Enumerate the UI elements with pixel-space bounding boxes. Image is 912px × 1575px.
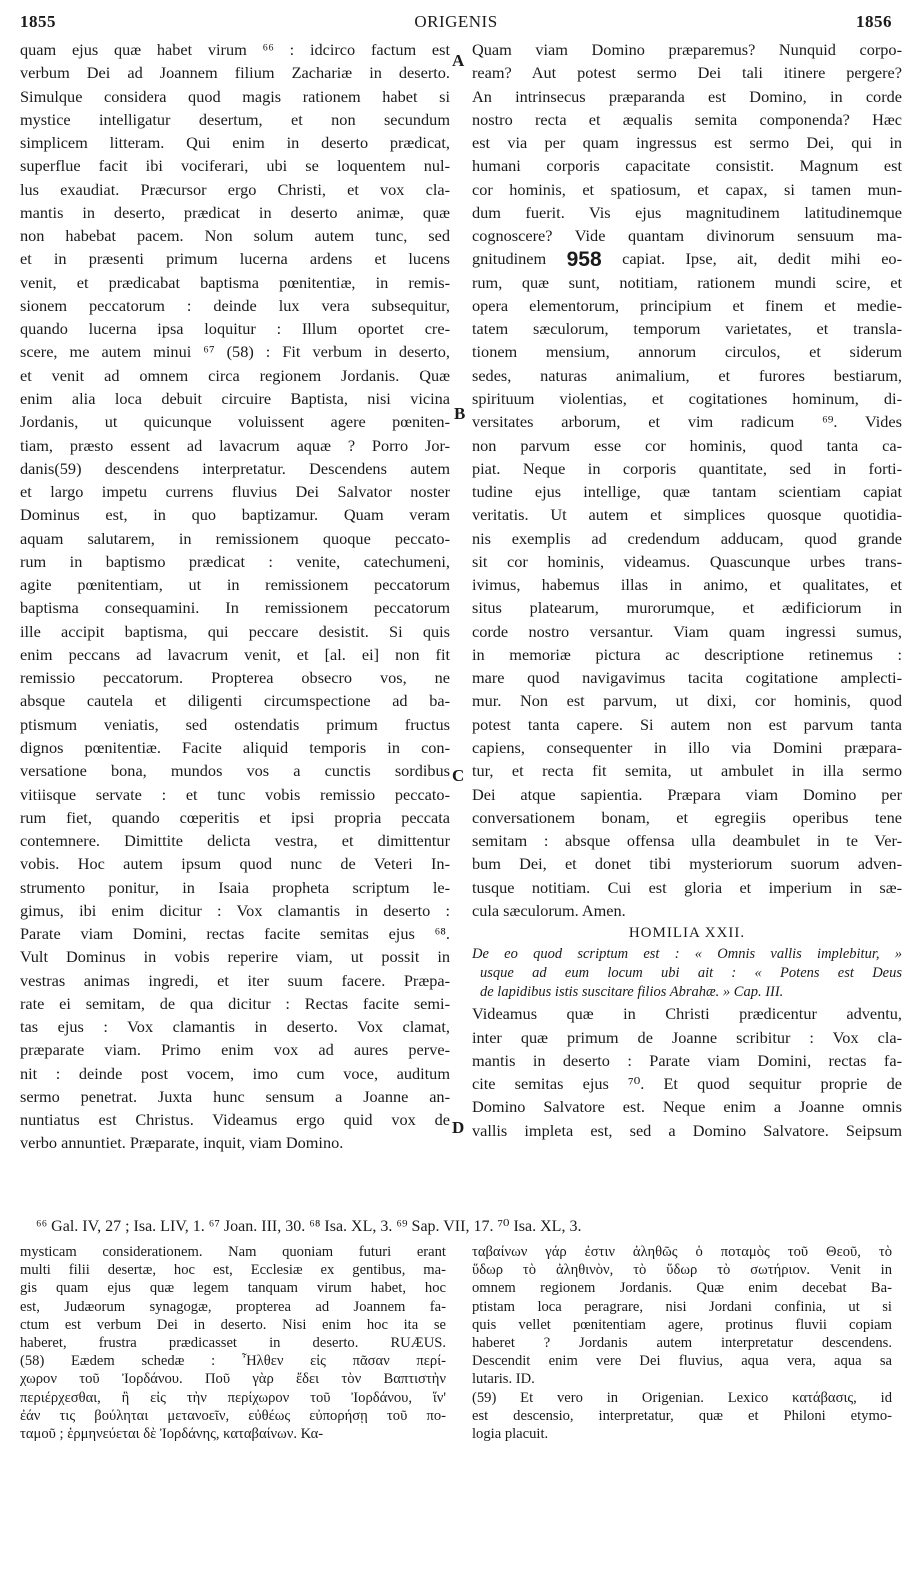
text-line: vallis impleta est, sed a Domino Salvatore. Seipsum: [472, 1120, 902, 1140]
note-line: gis quam ejus quæ legem tanquam virum habet, hoc: [20, 1280, 446, 1297]
text-line: et in præsenti primum lucerna ardens et lucens: [20, 249, 450, 269]
text-fragment: capiat. Ipse, ait, dedit mihi eo-: [601, 249, 902, 269]
text-line: enim alia loca debuit circuire Baptista, nisi vicina: [20, 388, 450, 408]
page-number-right: 1856: [856, 12, 892, 31]
text-line: tatem sæculorum, temporum varietates, et transla-: [472, 319, 902, 339]
text-line: piat. Neque in corporis quantitate, sed in forti-: [472, 458, 902, 478]
text-fragment: gnitudinem: [472, 249, 567, 269]
note-line: ταβαίνων γάρ ἐστιν ἀληθῶς ὁ ποταμὸς τοῦ Θεοῦ, τὸ: [472, 1244, 892, 1260]
text-line-with-column-number: [472, 247, 902, 270]
text-line: sionem peccatorum : deinde lux vera subsequitur,: [20, 295, 450, 315]
text-line: ille accipit baptisma, qui peccare desistit. Si quis: [20, 621, 450, 641]
note-line: omnem regionem Jordanis. Quæ enim decebat Ba-: [472, 1280, 892, 1297]
text-line: cor hominis, et spatiosum, et capax, si tamen mun-: [472, 179, 902, 199]
note-line: (59) Et vero in Origenian. Lexico κατάβασις, id: [472, 1389, 892, 1406]
text-line: aquam salutarem, in remissionem quoque peccato-: [20, 528, 450, 548]
text-line: tionem mensium, annorum circulos, et siderum: [472, 342, 902, 362]
homily-title: HOMILIA XXII.: [628, 925, 746, 942]
note-line: ctum est verbum Dei in deserto. Nisi enim hoc ita se: [20, 1316, 446, 1333]
scripture-footnotes: ⁶⁶ Gal. IV, 27 ; Isa. LIV, 1. ⁶⁷ Joan. III, 30. ⁶⁸ Isa. XL, 3. ⁶⁹ Sap. VII, 17. ⁷⁰ Isa. XL, 3.: [36, 1218, 582, 1235]
text-line: rate ei semitam, de qua dicitur : Rectas facite semi-: [20, 993, 450, 1013]
text-line: agite pœnitentiam, ut in remissionem peccatorum: [20, 575, 450, 595]
text-line: rum, quæ sunt, notitiam, rationem mundi scire, et: [472, 272, 902, 292]
text-line: Dei atque sapientia. Præpara viam Domino per: [472, 784, 902, 804]
text-line: Simulque considera quod magis rationem habet si: [20, 86, 450, 106]
text-line: Videamus quæ in Christi prædicentur adventu,: [472, 1004, 902, 1024]
homily-subtitle-line: de lapidibus istis suscitare filios Abrahæ. » Cap. III.: [480, 984, 784, 1001]
text-line: tiam, præsto essent ad lavacrum aquæ ? Porro Jor-: [20, 435, 450, 455]
note-line: multi filii desertæ, hoc est, Ecclesiæ ex gentibus, ma-: [20, 1262, 446, 1279]
text-line: inter quæ primum de Joanne scribitur : Vox cla-: [472, 1027, 902, 1047]
text-line: superflue facit ibi vociferari, ubi se loquentem nul-: [20, 156, 450, 176]
text-line: non habebat pacem. Non solum autem tunc, sed: [20, 226, 450, 246]
text-line: cula sæculorum. Amen.: [472, 900, 626, 920]
editor-notes-right: [472, 1243, 892, 1443]
text-line: opera elementorum, principium et finem et medie-: [472, 295, 902, 315]
margin-letter-b: B: [454, 404, 466, 423]
note-line: ὕδωρ τὸ ἀληθινὸν, τὸ ὕδωρ τὸ σωτήριον. Venit in: [472, 1262, 892, 1279]
page-number-left: 1855: [20, 12, 56, 31]
text-line: dignos pœnitentiæ. Facite aliquid temporis in con-: [20, 737, 450, 757]
text-line: simplicem litteram. Qui enim in deserto prædicat,: [20, 133, 450, 153]
text-line: nis exemplis ad credendum adducam, quod grande: [472, 528, 902, 548]
text-line: humani corporis capacitate consistit. Magnum est: [472, 156, 902, 176]
text-line: ivimus, habemus illas in animo, et qualitates, et: [472, 575, 902, 595]
text-line: capiens, consequenter in illo via Domini præpara-: [472, 737, 902, 757]
note-line: ptistam loca peragrare, nisi Jordani confinia, ut si: [472, 1298, 892, 1315]
text-line: Quam viam Domino præparemus? Nunquid corpo-: [472, 40, 902, 59]
homily-subtitle-line: De eo quod scriptum est : « Omnis vallis implebitur, »: [472, 946, 902, 963]
editor-notes-left: [20, 1243, 446, 1443]
margin-letter-d: D: [452, 1118, 465, 1137]
text-line: est via per quam ingressus est sermo Dei, qui in: [472, 133, 902, 153]
text-line: cognoscere? Vide quantam divinorum sensuum ma-: [472, 226, 902, 246]
text-line: strumento ponitur, in Isaia propheta scriptum le-: [20, 877, 450, 897]
running-title: ORIGENIS: [414, 12, 498, 31]
text-line: mantis in deserto, prædicat in deserto animæ, quæ: [20, 202, 450, 222]
text-line: et largo impetu currens fluvius Dei Salvator noster: [20, 482, 450, 502]
text-line: vestras animas ingredi, et iter suum facere. Præpa-: [20, 970, 450, 990]
note-line: χωρον τοῦ Ἰορδάνου. Ποῦ γὰρ ἔδει τὸν Βαπτιστὴν: [20, 1371, 446, 1388]
text-line: bum Dei, et donet tibi mysteriorum suorum adven-: [472, 854, 902, 874]
text-line: Domino Salvatore est. Neque enim a Joanne omnis: [472, 1097, 902, 1117]
text-line: mystice intelligatur desertum, et non secundum: [20, 109, 450, 129]
text-line: An intrinsecus præparanda est Domino, in corde: [472, 86, 902, 106]
text-line: ptismum veniatis, sed ostendatis primum fructus: [20, 714, 450, 734]
text-line: contemnere. Dimittite delicta vestra, et dimittentur: [20, 831, 450, 851]
text-line: vitiisque servate : et tunc vobis remissio peccato-: [20, 784, 450, 804]
text-line: vobis. Hoc autem ipsum quod nunc de Veteri In-: [20, 854, 450, 874]
text-line: sedes, naturas animalium, et furores bestiarum,: [472, 365, 902, 385]
margin-letter-c: C: [452, 766, 465, 785]
text-line: Parate viam Domini, rectas facite semitas ejus ⁶⁸.: [20, 924, 450, 944]
note-line: περιέρχεσθαι, ἢ εἰς τὴν περίχωρον τοῦ Ἰορδάνου, ἵν': [20, 1389, 446, 1406]
text-line: potest tanta capere. Si autem non est parvum tanta: [472, 714, 902, 734]
text-line: nuntiatus est Christus. Videamus ergo quid vox de: [20, 1110, 450, 1130]
note-line: ταμοῦ ; ἑρμηνεύεται δὲ Ἰορδάνης, καταβαίνων. Κα-: [20, 1425, 324, 1442]
text-line: in memoriæ pictura ac descriptione retinemus :: [472, 644, 902, 664]
note-line: est, Judæorum synagogæ, propterea ad Joannem fa-: [20, 1298, 446, 1315]
homily-subtitle-line: usque ad eum locum ubi ait : « Potens est Deus: [480, 965, 902, 982]
note-line: lutaris. ID.: [472, 1371, 535, 1388]
text-line: venit, et prædicabat baptisma pœnitentiæ, in remis-: [20, 272, 450, 292]
text-line: absque cautela et diligenti circumspectione ad ba-: [20, 691, 450, 711]
text-line: mantis in deserto : Parate viam Domini, rectas fa-: [472, 1050, 902, 1070]
text-line: cite semitas ejus ⁷⁰. Et quod sequitur proprie de: [472, 1074, 902, 1094]
text-line: nostro recta et æqualis semita componenda? Hæc: [472, 109, 902, 129]
text-line: gimus, ibi enim dicitur : Vox clamantis in deserto :: [20, 900, 450, 920]
text-line: veritatis. Ut autem et simplices quosque quotidia-: [472, 505, 902, 525]
note-line: quis vellet pœnitentiam agere, protinus fluvii copiam: [472, 1316, 892, 1333]
note-line: ἐάν τις βούληται μετανοεῖν, εὐθέως εὐπορήσῃ τοῦ πο-: [20, 1407, 446, 1424]
text-line: quando lucerna ipsa loquitur : Illum oportet cre-: [20, 319, 450, 339]
running-header: [20, 12, 892, 36]
text-line: et venit ad omnem circa regionem Jordanis. Quæ: [20, 365, 450, 385]
text-line: nit : deinde post vocem, imo cum voce, auditum: [20, 1063, 450, 1083]
text-line: tas ejus : Vox clamantis in deserto. Vox clamat,: [20, 1017, 450, 1037]
note-line: Descendit enim vere Dei fluvius, aqua vera, aqua sa: [472, 1353, 892, 1370]
text-line: semitam : absque offensa ulla deambulet in te Ver-: [472, 831, 902, 851]
text-line: præparate viam. Primo enim vox ad aures perve-: [20, 1040, 450, 1060]
text-line: conversationem bonam, et egregiis operibus tene: [472, 807, 902, 827]
text-line: mur. Non est parvum, ut dixi, cor hominis, quod: [472, 691, 902, 711]
text-line: verbo annuntiet. Præparate, inquit, viam Domino.: [20, 1133, 344, 1153]
text-line: situs platearum, murorumque, et ædificiorum in: [472, 598, 902, 618]
text-line: ream? Aut potest sermo Dei tali itinere pergere?: [472, 63, 902, 83]
text-line: dum fuerit. Vis ejus magnitudinem latitudinemque: [472, 202, 902, 222]
text-line: tudine ejus intellige, quæ tantam scientiam capiat: [472, 482, 902, 502]
note-line: (58) Eædem schedæ : Ἦλθεν εἰς πᾶσαν περί-: [20, 1353, 446, 1370]
text-line: baptisma consequamini. In remissionem peccatorum: [20, 598, 450, 618]
margin-letter-a: A: [452, 51, 465, 70]
column-number: 958: [566, 248, 602, 271]
text-line: quam ejus quæ habet virum ⁶⁶ : idcirco factum est: [20, 40, 450, 59]
text-line: sermo penetrat. Juxta hunc sensum a Joanne an-: [20, 1086, 450, 1106]
text-line: versatione bona, mundos vos a cunctis sordibus: [20, 761, 450, 781]
text-line: tusque notitiam. Cui est gloria et imperium in sæ-: [472, 877, 902, 897]
note-line: logia placuit.: [472, 1425, 549, 1442]
text-line: versitates arborum, et vim radicum ⁶⁹. Vides: [472, 412, 902, 432]
text-line: scere, me autem minui ⁶⁷ (58) : Fit verbum in deserto,: [20, 342, 450, 362]
text-line: enim peccans ad lavacrum venit, et [al. ei] non fit: [20, 644, 450, 664]
text-line: Dominus est, in quo baptizamur. Quam veram: [20, 505, 450, 525]
left-text-column: [20, 38, 450, 1155]
text-line: remissio peccatorum. Propterea obsecro vos, ne: [20, 668, 450, 688]
text-line: spirituum violentias, et cogitationes hominum, di-: [472, 388, 902, 408]
note-line: mysticam considerationem. Nam quoniam futuri erant: [20, 1244, 446, 1260]
text-line: rum in baptismo prædicat : venite, catechumeni,: [20, 551, 450, 571]
text-line: verbum Dei ad Joannem filium Zachariæ in deserto.: [20, 63, 450, 83]
note-line: haberet, frustra prædicasset in deserto. RUÆUS.: [20, 1334, 446, 1351]
text-line: sit cor hominis, videamus. Quascunque urbes trans-: [472, 551, 902, 571]
text-line: mare quod navigavimus tacita cogitatione amplecti-: [472, 668, 902, 688]
text-line: Vult Dominus in vobis reperire viam, ut possit in: [20, 947, 450, 967]
text-line: tur, et recta fit semita, ut ambulet in illa sermo: [472, 761, 902, 781]
note-line: haberet ? Jordanis autem interpretatur descendens.: [472, 1334, 892, 1351]
note-line: est descensio, interpretatur, quæ et Philoni etymo-: [472, 1407, 892, 1424]
text-line: danis(59) descendens interpretatur. Descendens autem: [20, 458, 450, 478]
text-line: rum fiet, quando cœperitis et ipsi propria peccata: [20, 807, 450, 827]
text-line: corde nostro versantur. Viam quam ingressi sumus,: [472, 621, 902, 641]
text-line: non parvum esse cor hominis, quod tanta ca-: [472, 435, 902, 455]
text-line: lus exaudiat. Præcursor ergo Christi, et vox cla-: [20, 179, 450, 199]
right-text-column: [472, 38, 902, 1142]
text-line: Jordanis, ut quicunque voluissent agere pœniten-: [20, 412, 450, 432]
